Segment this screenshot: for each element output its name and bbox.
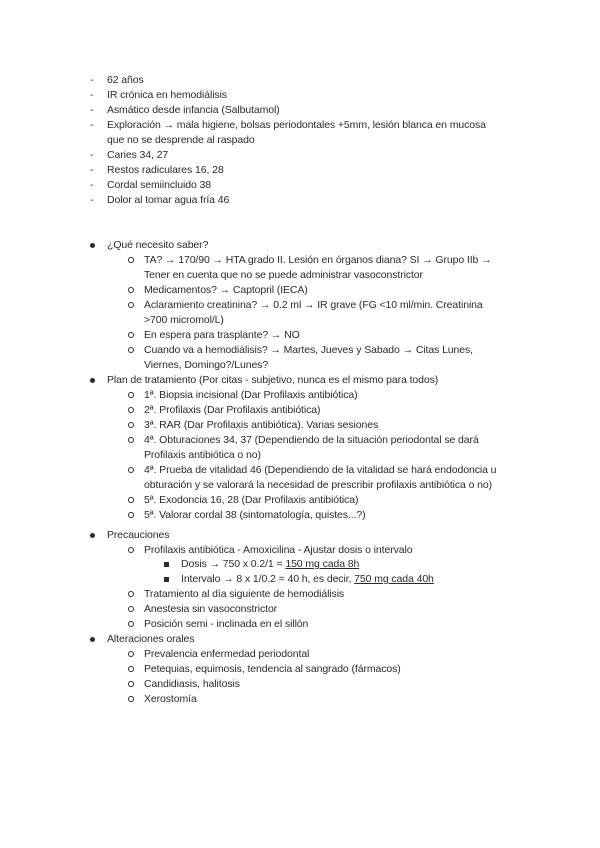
square-bullet bbox=[164, 562, 169, 567]
section-heading-precautions: Precauciones bbox=[107, 529, 170, 541]
treatment-item-continued: Profilaxis antibiótica o no) bbox=[144, 449, 261, 461]
question-item-continued: Tener en cuenta que no se puede administrar vasoconstrictor bbox=[144, 269, 423, 281]
dash-bullet: - bbox=[90, 179, 94, 191]
dash-bullet: - bbox=[90, 194, 94, 206]
circle-bullet bbox=[128, 302, 134, 308]
circle-bullet bbox=[128, 287, 134, 293]
treatment-item: 1ª. Biopsia incisional (Dar Profilaxis antibiótica) bbox=[144, 389, 358, 401]
oral-item: Candidiasis, halitosis bbox=[144, 678, 240, 690]
treatment-item: 5ª. Exodoncia 16, 28 (Dar Profilaxis antibiótica) bbox=[144, 494, 359, 506]
interval-line bbox=[181, 572, 434, 586]
dash-bullet: - bbox=[90, 164, 94, 176]
circle-bullet bbox=[128, 407, 134, 413]
patient-item-continued: que no se desprende al raspado bbox=[107, 134, 255, 146]
circle-bullet bbox=[128, 666, 134, 672]
circle-bullet bbox=[128, 437, 134, 443]
square-bullet bbox=[164, 577, 169, 582]
circle-bullet bbox=[128, 392, 134, 398]
treatment-item: 3ª. RAR (Dar Profilaxis antibiótica). Varias sesiones bbox=[144, 419, 379, 431]
patient-item: Cordal semiincluido 38 bbox=[107, 179, 212, 191]
patient-item: Asmático desde infancia (Salbutamol) bbox=[107, 104, 280, 116]
dash-bullet: - bbox=[90, 104, 94, 116]
precaution-item: Tratamiento al día siguiente de hemodiálisis bbox=[144, 588, 345, 600]
circle-bullet bbox=[128, 467, 134, 473]
interval-prefix: Intervalo → 8 x 1/0.2 = 40 h, es decir, bbox=[181, 573, 355, 585]
treatment-item: 4ª. Obturaciones 34, 37 (Dependiendo de la situación periodontal se dará bbox=[144, 434, 479, 446]
dose-value: 150 mg cada 8h bbox=[285, 558, 360, 570]
question-item-continued: >700 micromol/L) bbox=[144, 314, 224, 326]
circle-bullet bbox=[128, 547, 134, 553]
precaution-item: Anestesia sin vasoconstrictor bbox=[144, 603, 278, 615]
circle-bullet bbox=[128, 591, 134, 597]
disc-bullet bbox=[90, 533, 95, 538]
circle-bullet bbox=[128, 681, 134, 687]
dose-prefix: Dosis → 750 x 0.2/1 = bbox=[181, 558, 286, 570]
disc-bullet bbox=[90, 637, 95, 642]
circle-bullet bbox=[128, 651, 134, 657]
dash-bullet: - bbox=[90, 119, 94, 131]
treatment-item: 2ª. Profilaxis (Dar Profilaxis antibiótica) bbox=[144, 404, 321, 416]
question-item: TA? → 170/90 → HTA grado II. Lesión en órganos diana? SI → Grupo IIb → bbox=[144, 254, 492, 266]
circle-bullet bbox=[128, 422, 134, 428]
section-heading-treatment: Plan de tratamiento (Por citas - subjetivo, nunca es el mismo para todos) bbox=[107, 374, 439, 386]
treatment-item: 5ª. Valorar cordal 38 (sintomatología, quistes...?) bbox=[144, 509, 366, 521]
patient-item: Restos radiculares 16, 28 bbox=[107, 164, 224, 176]
oral-item: Petequias, equimosis, tendencia al sangrado (fármacos) bbox=[144, 663, 401, 675]
treatment-item: 4ª. Prueba de vitalidad 46 (Dependiendo de la vitalidad se hará endodoncia u bbox=[144, 464, 497, 476]
precaution-prophylaxis: Profilaxis antibiótica - Amoxicilina - Ajustar dosis o intervalo bbox=[144, 544, 413, 556]
patient-item: Exploración → mala higiene, bolsas periodontales +5mm, lesión blanca en mucosa bbox=[107, 119, 486, 131]
interval-value: 750 mg cada 40h bbox=[354, 573, 434, 585]
dash-bullet: - bbox=[90, 89, 94, 101]
patient-item: 62 años bbox=[107, 74, 144, 86]
patient-item: IR crónica en hemodiálisis bbox=[107, 89, 227, 101]
section-heading-questions: ¿Qué necesito saber? bbox=[107, 239, 209, 251]
circle-bullet bbox=[128, 332, 134, 338]
oral-item: Xerostomía bbox=[144, 693, 197, 705]
circle-bullet bbox=[128, 512, 134, 518]
disc-bullet bbox=[90, 243, 95, 248]
question-item: Aclaramiento creatinina? → 0.2 ml → IR grave (FG <10 ml/min. Creatinina bbox=[144, 299, 483, 311]
circle-bullet bbox=[128, 696, 134, 702]
section-heading-oral: Alteraciones orales bbox=[107, 633, 195, 645]
question-item: Medicamentos? → Captopril (IECA) bbox=[144, 284, 308, 296]
circle-bullet bbox=[128, 606, 134, 612]
circle-bullet bbox=[128, 621, 134, 627]
circle-bullet bbox=[128, 347, 134, 353]
treatment-item-continued: obturación y se valorará la necesidad de prescribir profilaxis antibiótica o no) bbox=[144, 479, 493, 491]
dash-bullet: - bbox=[90, 74, 94, 86]
dash-bullet: - bbox=[90, 149, 94, 161]
circle-bullet bbox=[128, 257, 134, 263]
question-item: En espera para trasplante? → NO bbox=[144, 329, 300, 341]
disc-bullet bbox=[90, 378, 95, 383]
patient-item: Dolor al tomar agua fría 46 bbox=[107, 194, 230, 206]
oral-item: Prevalencia enfermedad periodontal bbox=[144, 648, 310, 660]
patient-item: Caries 34, 27 bbox=[107, 149, 169, 161]
precaution-item: Posición semi - inclinada en el sillón bbox=[144, 618, 309, 630]
circle-bullet bbox=[128, 497, 134, 503]
question-item-continued: Viernes, Domingo?/Lunes? bbox=[144, 359, 269, 371]
dose-line bbox=[181, 557, 359, 571]
question-item: Cuando va a hemodiálisis? → Martes, Jueves y Sabado → Citas Lunes, bbox=[144, 344, 473, 356]
